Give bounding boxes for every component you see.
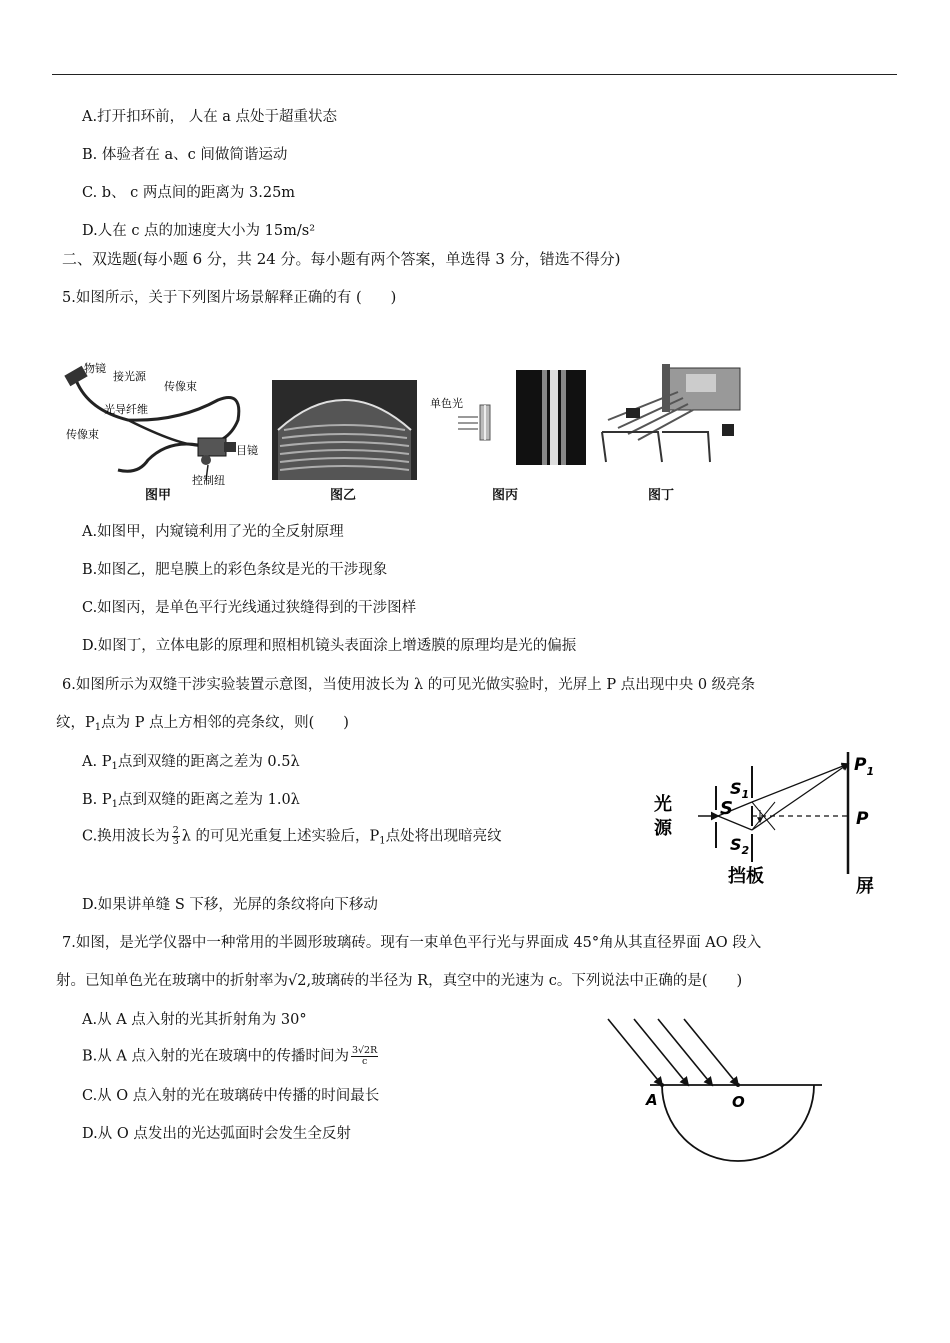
q7-option-d: D.从 O 点发出的光达弧面时会发生全反射 [82, 1126, 351, 1142]
section-2-heading: 二、双选题(每小题 6 分，共 24 分。每小题有两个答案，单选得 3 分，错选不得分) [62, 250, 621, 268]
label-guang: 光 [654, 794, 672, 815]
label-guangdao-xianwei: 光导纤维 [104, 403, 148, 416]
q6-stem-line2: 纹，$P_1$点为 P 点上方相邻的亮条纹，则( ) [56, 715, 349, 733]
q5-option-b: B.如图乙，肥皂膜上的彩色条纹是光的干涉现象 [82, 562, 388, 578]
double-slit-diagram [650, 752, 890, 900]
q7-option-c: C.从 O 点入射的光在玻璃砖中传播的时间最长 [82, 1088, 380, 1104]
caption-jia: 图甲 [145, 488, 172, 503]
q5-option-d: D.如图丁，立体电影的原理和照相机镜头表面涂上增透膜的原理均是光的偏振 [82, 638, 577, 654]
label-chuanxiangshu-left: 传像束 [66, 428, 99, 441]
q6-option-c: C.换用波长为 $\frac{2}{3}$ λ 的可见光重复上述实验后，$P_1$点处将出现暗亮纹 [82, 825, 502, 847]
q4-option-c: C. b、 c 两点间的距离为 3.25m [82, 185, 296, 201]
q7-stem-line2: 射。已知单色光在玻璃中的折射率为√2,玻璃砖的半径为 R，真空中的光速为 c。下列说法中正确的是( ) [56, 973, 743, 989]
figure-bing-slit [430, 365, 590, 480]
q7-option-a: A.从 A 点入射的光其折射角为 30° [82, 1012, 307, 1028]
header-rule [52, 74, 897, 75]
q7-stem-line1: 7.如图，是光学仪器中一种常用的半圆形玻璃砖。现有一束单色平行光与界面成 45°角从其直径界面 AO 段入 [62, 935, 762, 951]
label-kongzhi: 控制纽 [192, 474, 225, 485]
fraction-time: $\frac{3√2R}{c}$ [351, 1045, 378, 1067]
figure-ding-3d-movie [598, 362, 748, 480]
figure-yi-soap-film [272, 380, 417, 480]
q4-option-b: B. 体验者在 a、c 间做简谐运动 [82, 147, 288, 163]
label-ping: 屏 [856, 876, 874, 897]
label-s1: $S_1$ [730, 779, 750, 801]
label-a: A [646, 1091, 658, 1109]
q6-option-b: B. $P_1$点到双缝的距离之差为 1.0λ [82, 792, 300, 810]
label-jieguangyuan: 接光源 [113, 370, 146, 383]
label-p1: $P_1$ [854, 755, 875, 778]
semicircle-glass-diagram [600, 1015, 840, 1175]
label-yuan: 源 [654, 818, 672, 839]
q5-option-c: C.如图丙，是单色平行光线通过狭缝得到的干涉图样 [82, 600, 417, 616]
q4-option-a: A.打开扣环前， 人在 a 点处于超重状态 [82, 109, 338, 125]
label-dangban: 挡板 [728, 866, 764, 887]
label-s2: $S_2$ [730, 835, 750, 857]
q7-option-b: B.从 A 点入射的光在玻璃中的传播时间为 $\frac{3√2R}{c}$ [82, 1045, 378, 1067]
caption-ding: 图丁 [648, 488, 675, 503]
q5-option-a: A.如图甲，内窥镜利用了光的全反射原理 [82, 524, 344, 540]
q6-stem-line1: 6.如图所示为双缝干涉实验装置示意图，当使用波长为 λ 的可见光做实验时，光屏上 P 点出现中央 0 级亮条 [62, 677, 756, 693]
label-mujing: 目镜 [236, 444, 258, 457]
label-wujing: 物镜 [84, 362, 106, 375]
sqrt-two: √2 [288, 973, 307, 989]
label-o: O [732, 1093, 745, 1111]
fraction-two-thirds: $\frac{2}{3}$ [172, 825, 179, 847]
label-p: P [856, 809, 869, 829]
q6-option-d: D.如果讲单缝 S 下移，光屏的条纹将向下移动 [82, 897, 378, 913]
q5-stem: 5.如图所示，关于下列图片场景解释正确的有 ( ) [62, 290, 397, 306]
q6-option-a: A. $P_1$点到双缝的距离之差为 0.5λ [82, 754, 300, 772]
caption-yi: 图乙 [330, 488, 357, 503]
label-s: S [720, 798, 733, 819]
label-danseguang: 单色光 [430, 397, 463, 410]
label-chuanxiangshu-top: 传像束 [164, 380, 197, 393]
figure-jia-endoscope [58, 350, 268, 485]
caption-bing: 图丙 [492, 488, 519, 503]
q4-option-d: D.人在 c 点的加速度大小为 15m/s² [82, 223, 316, 239]
